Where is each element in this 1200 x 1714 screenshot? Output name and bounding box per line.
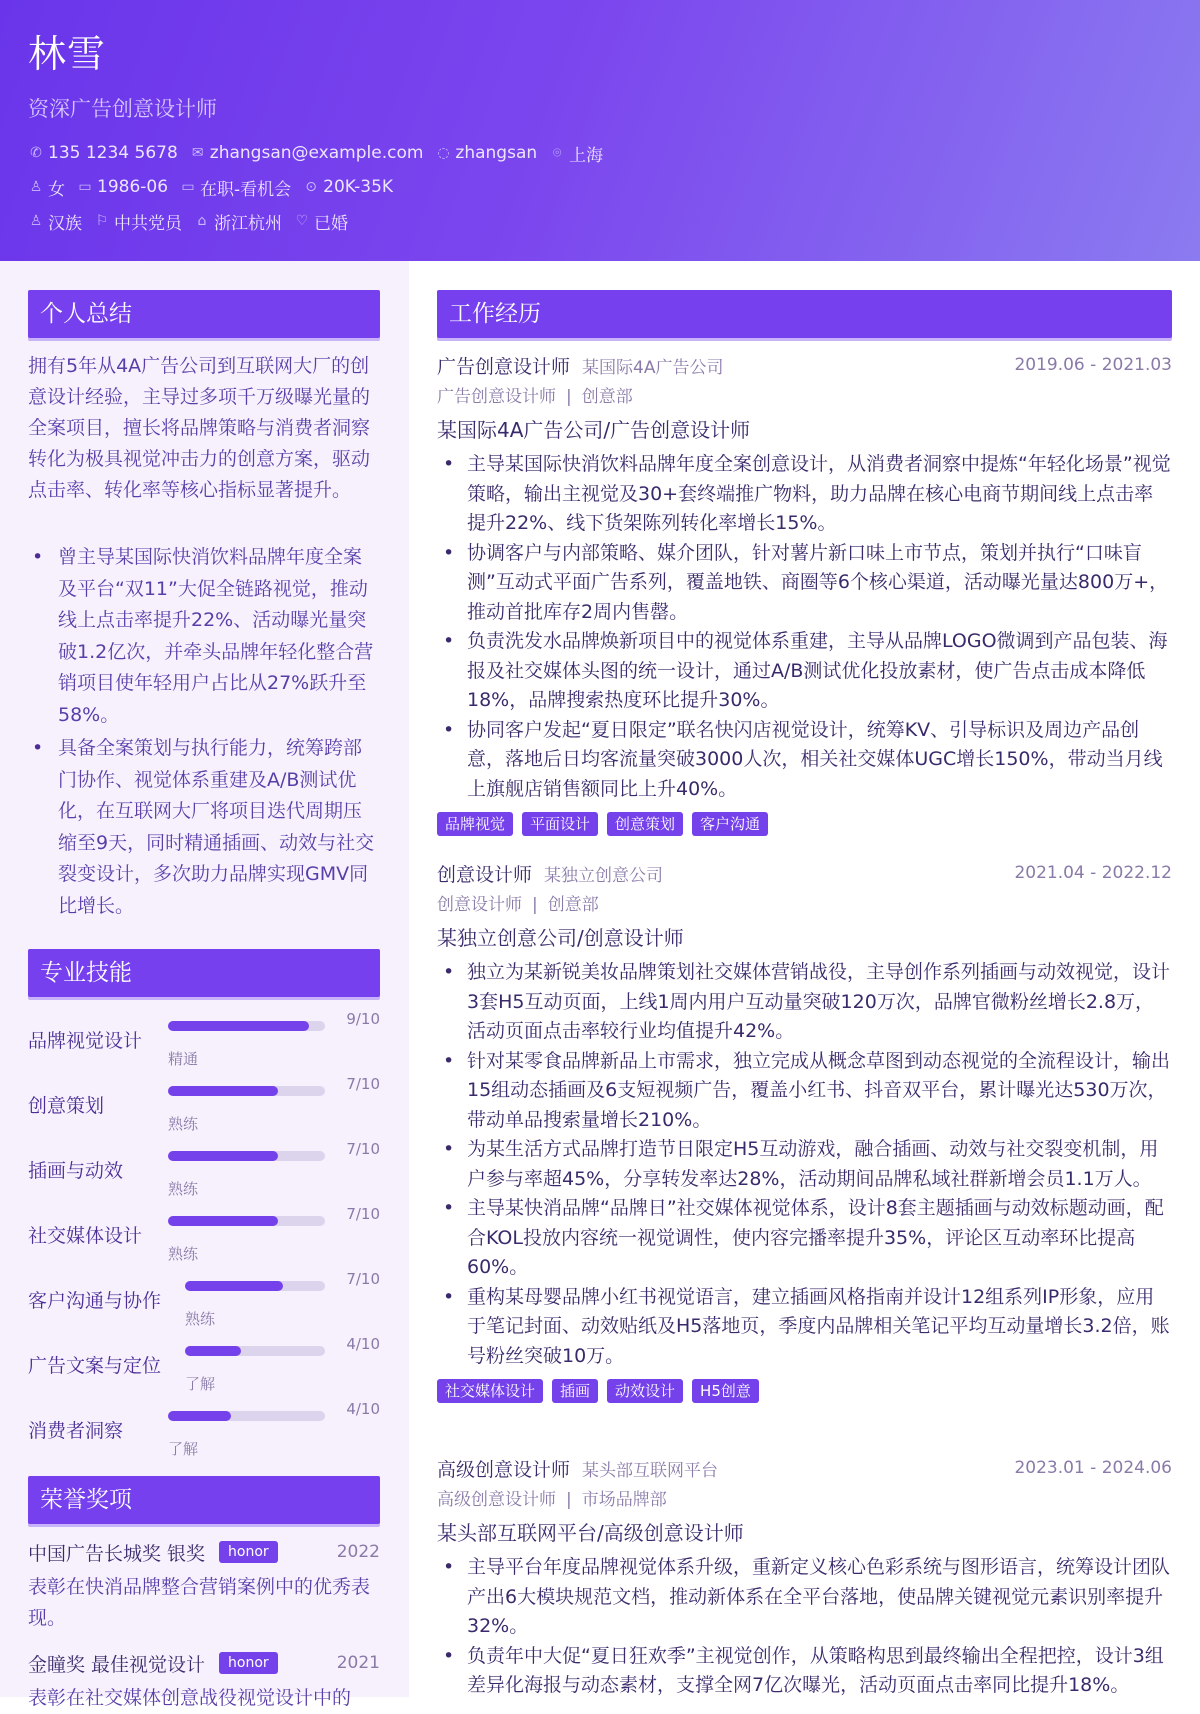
skill-tag: 动效设计 [607,1379,683,1403]
skill-score: 7/10 [346,1140,380,1158]
job-entry [437,858,1172,1403]
skill-bar [185,1281,325,1291]
briefcase-icon: ▭ [181,179,195,195]
honor-description: 表彰在快消品牌整合营销案例中的优秀表现。 [28,1576,371,1629]
skill-tag: H5创意 [692,1379,759,1403]
skill-level: 精通 [168,1050,199,1068]
skill-bar [168,1086,325,1096]
skill-name: 社交媒体设计 [28,1225,143,1247]
phone-icon: ✆ [30,145,42,161]
skill-bar [185,1346,325,1356]
extra-row [28,204,1200,238]
job-subtitle: 某国际4A广告公司/广告创意设计师 [437,418,751,442]
skill-fill [168,1086,278,1096]
job-subtitle: 某头部互联网平台/高级创意设计师 [437,1521,744,1545]
skill-item [28,1335,380,1395]
experience-heading: 工作经历 [437,290,1172,338]
job-entry [437,350,1172,836]
job-bullet: • 主导某快消品牌“品牌日”社交媒体视觉体系，设计8套主题插画与动效标题动画，配合KOL投放内容统一视觉调性，使内容完播率提升35%，评论区互动率环比提高60%。 [437,1194,1172,1283]
salary-icon: ⊙ [305,179,318,195]
resume-header [0,0,1200,261]
skill-item [28,1075,380,1135]
job-date: 2023.01 - 2024.06 [1014,1458,1172,1478]
contact-email[interactable]: ✉ zhangsan@example.com [190,143,424,163]
summary-bullet: • 曾主导某国际快消饮料品牌年度全案及平台“双11”大促全链路视觉，推动线上点击率提升22%、活动曝光量突破1.2亿次，并牵头品牌年轻化整合营销项目使年轻用户占比从27%跃升至58%。 [28,542,380,731]
honor-item [28,1647,380,1714]
job-bullets [437,1553,1172,1701]
candidate-title: 资深广告创意设计师 [28,97,217,121]
skill-fill [168,1151,278,1161]
skill-fill [185,1281,283,1291]
job-tags [437,812,1172,836]
skill-name: 品牌视觉设计 [28,1030,143,1052]
flag-icon: ⚐ [95,213,109,229]
skill-name: 创意策划 [28,1095,105,1117]
gender: ♙ 女 [29,179,65,200]
job-bullets [437,450,1172,804]
job-tags [437,1379,1172,1403]
political-status: ⚐ 中共党员 [95,213,182,234]
job-meta: 广告创意设计师 | 创意部 [437,387,633,407]
skill-item [28,1140,380,1200]
skill-name: 插画与动效 [28,1160,124,1182]
personal-row [28,170,1200,204]
contact-phone[interactable]: ✆ 135 1234 5678 [28,143,178,163]
skill-fill [168,1411,231,1421]
calendar-icon: ▭ [78,179,92,195]
heart-icon: ♡ [295,213,309,229]
job-bullet: • 主导平台年度品牌视觉体系升级，重新定义核心色彩系统与图形语言，统筹设计团队产出6大模块规范文档，推动新体系在全平台落地，使品牌关键视觉元素识别率提升32%。 [437,1553,1172,1642]
job-bullet: • 重构某母婴品牌小红书视觉语言，建立插画风格指南并设计12组系列IP形象，应用于笔记封面、动效贴纸及H5落地页，季度内品牌相关笔记平均互动量增长3.2倍，账号粉丝突破10万。 [437,1283,1172,1372]
skill-level: 熟练 [168,1245,199,1263]
job-title: 创意设计师 [437,863,533,886]
skill-bar [168,1021,325,1031]
people-icon: ♙ [29,213,43,229]
skill-item [28,1205,380,1265]
job-title: 高级创意设计师 [437,1458,571,1481]
job-title: 广告创意设计师 [437,355,571,378]
honor-year: 2021 [336,1653,380,1673]
honor-description: 表彰在社交媒体创意战役视觉设计中的 [28,1687,352,1709]
summary-bullet: • 具备全案策划与执行能力，统筹跨部门协作、视觉体系重建及A/B测试优化，在互联网大厂将项目迭代周期压缩至9天，同时精通插画、动效与社交裂变设计，多次助力品牌实现GMV同比增长。 [28,733,380,922]
contact-location: ⌾ 上海 [549,141,603,166]
user-icon: ♙ [29,179,43,195]
skill-name: 消费者洞察 [28,1420,124,1442]
mail-icon: ✉ [191,145,204,161]
job-bullet: • 主导某国际快消饮料品牌年度全案创意设计，从消费者洞察中提炼“年轻化场景”视觉策略，输出主视觉及30+套终端推广物料，助力品牌在核心电商节期间线上点击率提升22%、线下货架陈列转化率增长15%。 [437,450,1172,539]
job-bullet: • 为某生活方式品牌打造节日限定H5互动游戏，融合插画、动效与社交裂变机制，用户参与率超45%，分享转发率达28%，活动期间品牌私域社群新增会员1.1万人。 [437,1135,1172,1194]
skill-score: 4/10 [346,1335,380,1353]
skill-score: 7/10 [346,1270,380,1288]
hometown: ⌂ 浙江杭州 [194,209,282,234]
job-date: 2019.06 - 2021.03 [1014,355,1172,375]
job-bullet: • 针对某零食品牌新品上市需求，独立完成从概念草图到动态视觉的全流程设计，输出15组动态插画及6支短视频广告，覆盖小红书、抖音双平台，累计曝光达530万次，带动单品搜索量增长210%。 [437,1047,1172,1136]
job-entry [437,1453,1172,1701]
sidebar [0,261,409,1709]
job-company: 某独立创意公司 [544,865,664,886]
job-bullet: • 协同客户发起“夏日限定”联名快闪店视觉设计，统筹KV、引导标识及周边产品创意，落地后日均客流量突破3000人次，相关社交媒体UGC增长150%，带动当月线上旗舰店销售额同比上升40%。 [437,716,1172,805]
job-company: 某国际4A广告公司 [582,357,724,378]
job-bullet: • 独立为某新锐美妆品牌策划社交媒体营销战役，主导创作系列插画与动效视觉，设计3套H5互动页面，上线1周内用户互动量突破120万次，品牌官微粉丝增长2.8万，活动页面点击率较行业均值提升42%。 [437,958,1172,1047]
skill-tag: 创意策划 [607,812,683,836]
skill-level: 熟练 [185,1310,216,1328]
skill-score: 9/10 [346,1010,380,1028]
skill-tag: 客户沟通 [692,812,768,836]
wechat-icon: ◌ [437,145,450,161]
skill-fill [168,1216,278,1226]
job-meta: 创意设计师 | 创意部 [437,895,599,915]
skill-score: 7/10 [346,1075,380,1093]
skill-score: 7/10 [346,1205,380,1223]
job-bullet: • 协调客户与内部策略、媒介团队，针对薯片新口味上市节点，策划并执行“口味盲测”互动式平面广告系列，覆盖地铁、商圈等6个核心渠道，活动曝光量达800万+，推动首批库存2周内售罄。 [437,539,1172,628]
skill-tag: 社交媒体设计 [437,1379,543,1403]
skill-fill [185,1346,241,1356]
skill-bar [168,1216,325,1226]
home-icon: ⌂ [197,213,207,229]
job-status: ▭ 在职-看机会 [181,179,292,200]
skill-bar [168,1411,325,1421]
job-date: 2021.04 - 2022.12 [1014,863,1172,883]
job-subtitle: 某独立创意公司/创意设计师 [437,926,684,950]
skill-name: 广告文案与定位 [28,1355,162,1377]
honor-name: 金瞳奖 最佳视觉设计 [28,1653,206,1676]
skill-tag: 平面设计 [522,812,598,836]
contact-wechat: ◌ zhangsan [437,143,538,163]
job-bullet: • 负责洗发水品牌焕新项目中的视觉体系重建，主导从品牌LOGO微调到产品包装、海报及社交媒体头图的统一设计，通过A/B测试优化投放素材，使广告点击成本降低18%，品牌搜索热度环比提升30%。 [437,627,1172,716]
skill-fill [168,1021,309,1031]
summary-list [28,542,380,924]
job-company: 某头部互联网平台 [582,1460,719,1481]
salary: ⊙ 20K-35K [303,177,393,197]
job-bullet: • 负责年中大促“夏日狂欢季”主视觉创作，从策略构思到最终输出全程把控，设计3组差异化海报与动态素材，支撑全网7亿次曝光，活动页面点击率同比提升18%。 [437,1642,1172,1701]
skill-item [28,1010,380,1070]
skill-tag: 品牌视觉 [437,812,513,836]
job-bullets [437,958,1172,1371]
ethnicity: ♙ 汉族 [29,213,82,234]
skill-item [28,1400,380,1460]
skill-level: 了解 [185,1375,216,1393]
summary-heading: 个人总结 [28,290,380,338]
location-icon: ⌾ [552,145,562,161]
skill-level: 了解 [168,1440,199,1458]
skill-name: 客户沟通与协作 [28,1290,162,1312]
honors-heading: 荣誉奖项 [28,1476,380,1524]
skill-level: 熟练 [168,1115,199,1133]
main-content [409,261,1200,1697]
honor-badge: honor [219,1652,278,1674]
skill-item [28,1270,380,1330]
honor-year: 2022 [336,1542,380,1562]
skill-tag: 插画 [552,1379,598,1403]
honor-item [28,1536,380,1634]
job-meta: 高级创意设计师 | 市场品牌部 [437,1490,667,1510]
birth-date: ▭ 1986-06 [78,177,169,197]
skills-heading: 专业技能 [28,949,380,997]
summary-text: 拥有5年从4A广告公司到互联网大厂的创意设计经验，主导过多项千万级曝光量的全案项目，擅长将品牌策略与消费者洞察转化为极具视觉冲击力的创意方案，驱动点击率、转化率等核心指标显著提升。 [28,355,371,501]
skill-level: 熟练 [168,1180,199,1198]
candidate-name: 林雪 [28,32,107,76]
honor-name: 中国广告长城奖 银奖 [28,1542,206,1565]
honor-badge: honor [219,1541,278,1563]
skill-score: 4/10 [346,1400,380,1418]
contact-row [28,136,1200,170]
marital-status: ♡ 已婚 [295,213,348,234]
skill-bar [168,1151,325,1161]
